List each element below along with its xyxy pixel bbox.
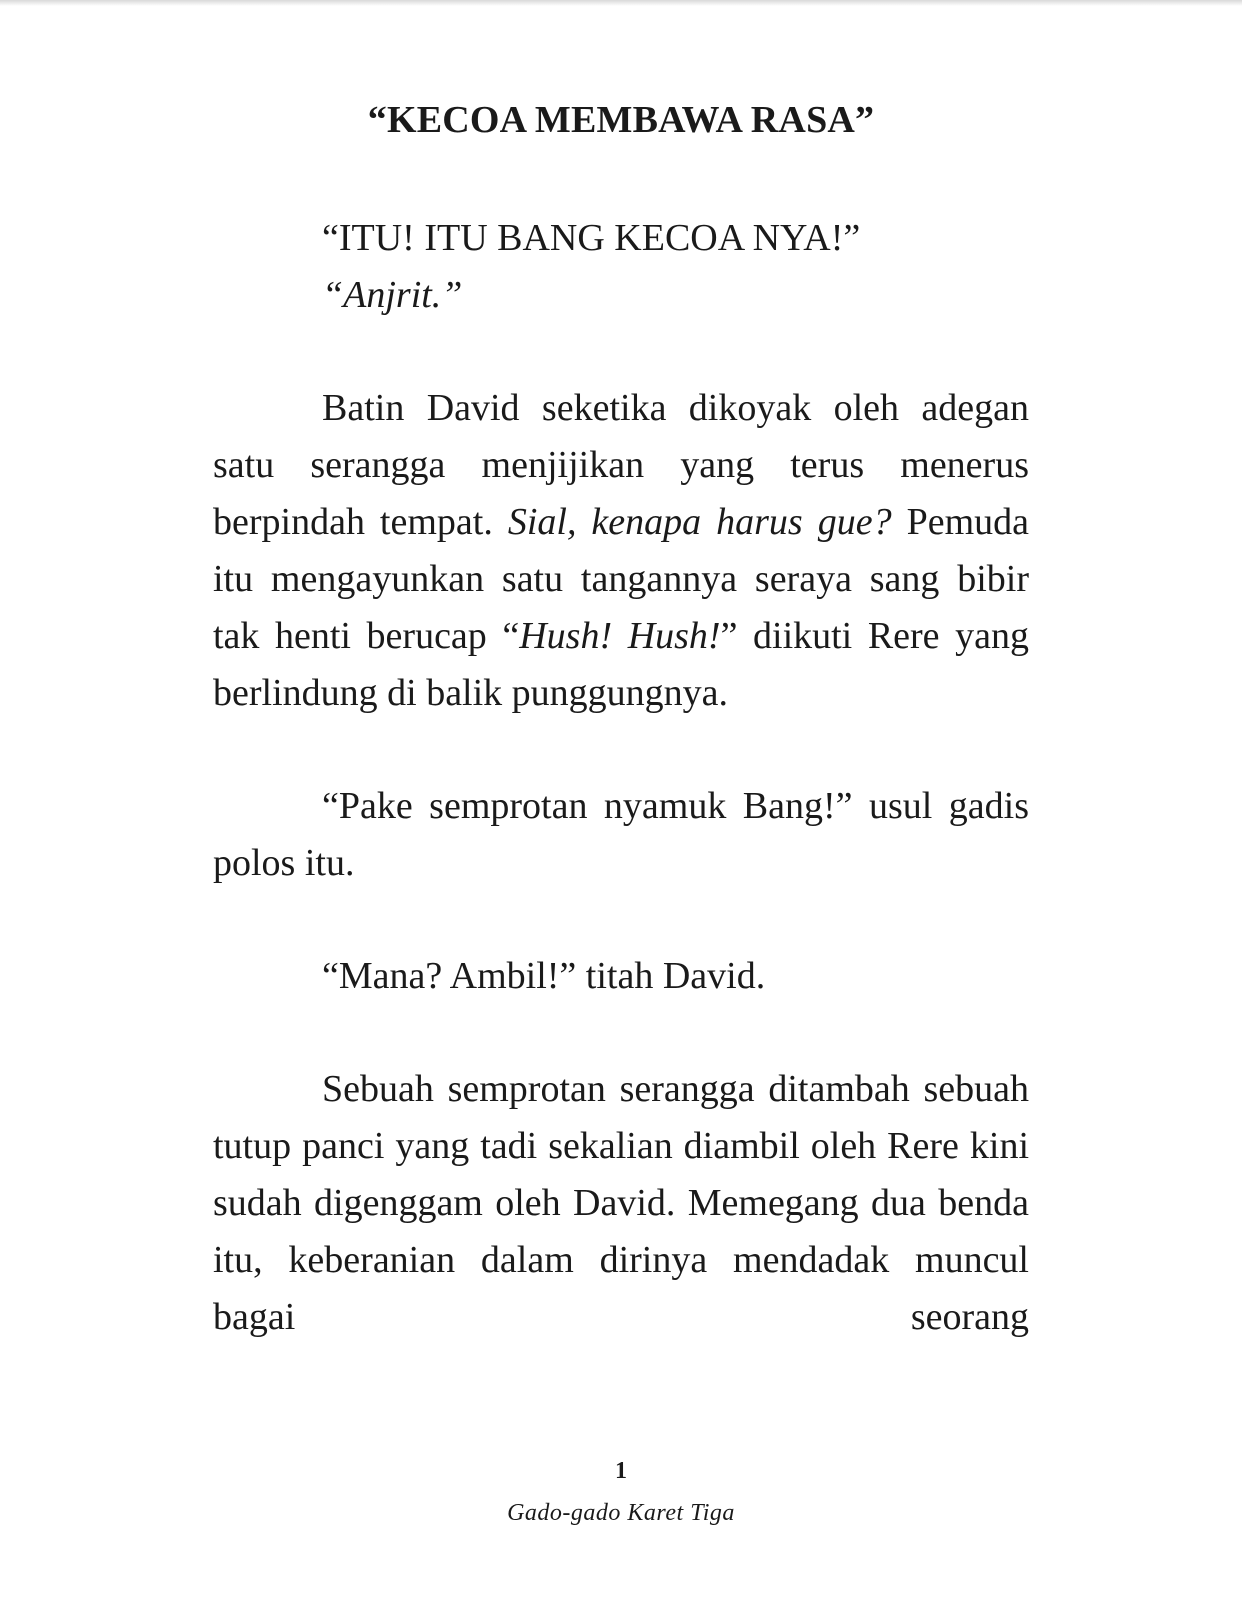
paragraph-italic: Hush! Hush!: [519, 615, 721, 657]
paragraph-text: Pemuda itu mengayunkan satu tangannya seraya sang bibir tak henti berucap “: [213, 501, 1029, 657]
paragraph-text: “Pake semprotan nyamuk Bang!” usul gadis polos itu.: [213, 785, 1029, 884]
paragraph-italic: Sial, kenapa harus gue?: [507, 501, 892, 543]
paragraph-text: Sebuah semprotan serangga ditambah sebuah tutup panci yang tadi sekalian diambil oleh Rere kini sudah digenggam oleh David. Memegang dua benda itu, keberanian dalam dirinya mendadak muncul bagai seorang: [213, 1068, 1029, 1338]
paragraph-gap: [213, 324, 1029, 380]
page-number: 1: [615, 1458, 627, 1484]
dialogue-line: “ITU! ITU BANG KECOA NYA!”: [322, 217, 861, 259]
paragraph-text: ” diikuti Rere yang berlindung di balik punggungnya.: [213, 615, 1029, 714]
paragraph: [213, 778, 1029, 892]
paragraph-text: “Mana? Ambil!” titah David.: [322, 955, 766, 997]
paragraph: [213, 948, 1029, 1005]
paragraph-gap: [213, 892, 1029, 948]
paragraph: [213, 380, 1029, 722]
page-top-shadow: [0, 0, 1242, 6]
dialogue-italic: “Anjrit.”: [322, 274, 463, 316]
paragraph-text: Batin David seketika dikoyak oleh adegan satu serangga menjijikan yang terus menerus berpindah tempat.: [213, 387, 1029, 543]
paragraph-gap: [213, 1005, 1029, 1061]
paragraph: [213, 1061, 1029, 1346]
book-title-footer: Gado-gado Karet Tiga: [507, 1500, 735, 1526]
paragraph-gap: [213, 722, 1029, 778]
page-body: [213, 210, 1029, 1346]
dialogue-line: [213, 267, 1029, 324]
chapter-title: “KECOA MEMBAWA RASA”: [367, 99, 875, 141]
